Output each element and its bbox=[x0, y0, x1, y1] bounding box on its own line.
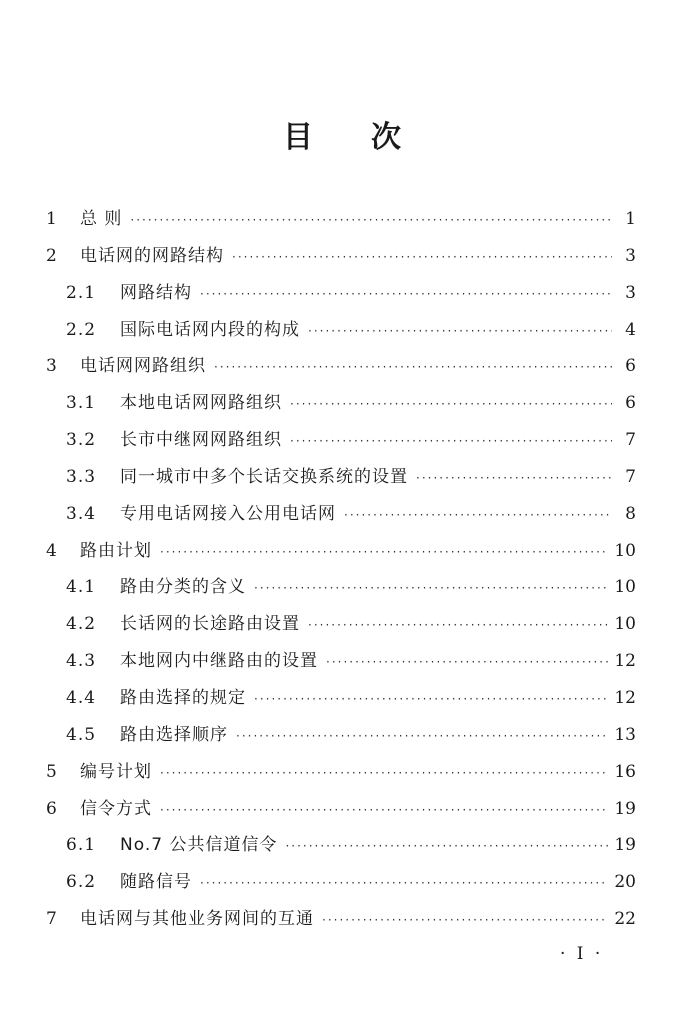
toc-entry[interactable] bbox=[46, 278, 636, 315]
toc-entry[interactable] bbox=[46, 204, 636, 241]
dot-leader bbox=[326, 655, 608, 669]
toc-entry[interactable] bbox=[46, 609, 636, 646]
dot-leader bbox=[236, 729, 608, 743]
toc-entry-number: 4.1 bbox=[66, 577, 97, 598]
toc-entry-page: 12 bbox=[614, 687, 636, 708]
toc-entry-page: 19 bbox=[614, 835, 636, 856]
toc-entry-title: 长市中继网网路组织 bbox=[120, 430, 282, 451]
dot-leader bbox=[322, 913, 608, 927]
toc-entry-title: 路由选择顺序 bbox=[120, 724, 228, 745]
toc-entry-title: 编号计划 bbox=[80, 761, 152, 782]
toc-entry-page: 10 bbox=[614, 614, 636, 635]
toc-entry[interactable] bbox=[46, 867, 636, 904]
toc-entry-title: 本地网内中继路由的设置 bbox=[120, 651, 318, 672]
dot-leader bbox=[160, 803, 608, 817]
toc-entry-number: 1 bbox=[46, 209, 57, 229]
toc-entry[interactable] bbox=[46, 315, 636, 352]
toc-entry[interactable] bbox=[46, 572, 636, 609]
toc-entry[interactable] bbox=[46, 241, 636, 278]
table-of-contents bbox=[46, 204, 636, 941]
dot-leader bbox=[344, 508, 612, 522]
toc-entry-page: 13 bbox=[614, 724, 636, 745]
dot-leader bbox=[200, 876, 608, 890]
toc-entry-number: 4.4 bbox=[66, 687, 97, 708]
toc-entry[interactable] bbox=[46, 351, 636, 388]
toc-entry-page: 3 bbox=[625, 245, 636, 266]
toc-entry[interactable] bbox=[46, 425, 636, 462]
toc-entry-title: 信令方式 bbox=[80, 798, 152, 819]
toc-entry-number: 4.2 bbox=[66, 614, 97, 635]
toc-entry[interactable] bbox=[46, 646, 636, 683]
toc-entry-title: 专用电话网接入公用电话网 bbox=[120, 503, 336, 524]
toc-entry-page: 3 bbox=[625, 282, 636, 303]
toc-entry[interactable] bbox=[46, 388, 636, 425]
toc-entry-title: 路由计划 bbox=[80, 540, 152, 561]
dot-leader bbox=[200, 287, 612, 301]
toc-entry[interactable] bbox=[46, 830, 636, 867]
toc-entry-page: 19 bbox=[614, 798, 636, 819]
toc-entry-number: 6.1 bbox=[66, 835, 97, 856]
toc-entry-number: 3 bbox=[46, 356, 57, 377]
toc-entry-page: 1 bbox=[625, 209, 636, 229]
dot-leader bbox=[254, 581, 608, 595]
toc-entry-number: 3.1 bbox=[66, 393, 97, 414]
toc-entry[interactable] bbox=[46, 720, 636, 757]
toc-entry-title: 电话网与其他业务网间的互通 bbox=[80, 909, 314, 930]
toc-entry-title: 电话网的网路结构 bbox=[80, 245, 224, 266]
toc-entry-number: 2.2 bbox=[66, 319, 97, 340]
toc-entry-page: 8 bbox=[625, 503, 636, 524]
toc-entry[interactable] bbox=[46, 536, 636, 573]
toc-entry[interactable] bbox=[46, 757, 636, 794]
dot-leader bbox=[285, 839, 608, 853]
page-title bbox=[0, 112, 684, 156]
toc-entry-title: 同一城市中多个长话交换系统的设置 bbox=[120, 466, 408, 487]
toc-entry-number: 3.3 bbox=[66, 466, 97, 487]
dot-leader bbox=[214, 360, 612, 374]
toc-entry-page: 7 bbox=[625, 466, 636, 487]
toc-entry-page: 20 bbox=[614, 872, 636, 893]
toc-entry-page: 10 bbox=[614, 540, 636, 561]
toc-entry-title: 网路结构 bbox=[120, 282, 192, 303]
toc-entry-page: 6 bbox=[625, 356, 636, 377]
dot-leader bbox=[232, 250, 612, 264]
toc-entry-page: 12 bbox=[614, 651, 636, 672]
toc-entry-title: 国际电话网内段的构成 bbox=[120, 319, 300, 340]
title-char-1: 目 bbox=[283, 120, 313, 155]
toc-entry-number: 4 bbox=[46, 540, 57, 561]
dot-leader bbox=[160, 545, 608, 559]
toc-entry-page: 4 bbox=[625, 319, 636, 340]
toc-entry-title: No.7 公共信道信令 bbox=[120, 835, 278, 856]
dot-leader bbox=[290, 434, 612, 448]
toc-entry[interactable] bbox=[46, 462, 636, 499]
toc-entry-title: 随路信号 bbox=[120, 872, 192, 893]
toc-entry-number: 7 bbox=[46, 909, 57, 930]
dot-leader bbox=[130, 213, 612, 227]
toc-entry[interactable] bbox=[46, 794, 636, 831]
toc-entry-number: 3.2 bbox=[66, 430, 97, 451]
title-char-2: 次 bbox=[371, 120, 401, 155]
toc-entry-title: 本地电话网网路组织 bbox=[120, 393, 282, 414]
toc-entry-page: 22 bbox=[614, 909, 636, 930]
toc-entry-number: 4.5 bbox=[66, 724, 97, 745]
dot-leader bbox=[308, 618, 608, 632]
toc-entry-number: 2.1 bbox=[66, 282, 97, 303]
dot-leader bbox=[254, 692, 608, 706]
toc-entry-title: 电话网网路组织 bbox=[80, 356, 206, 377]
toc-entry-title: 路由分类的含义 bbox=[120, 577, 246, 598]
toc-entry-page: 16 bbox=[614, 761, 636, 782]
dot-leader bbox=[290, 397, 612, 411]
toc-entry-page: 10 bbox=[614, 577, 636, 598]
toc-entry-title: 路由选择的规定 bbox=[120, 687, 246, 708]
toc-entry-number: 6 bbox=[46, 798, 57, 819]
dot-leader bbox=[308, 324, 612, 338]
toc-entry[interactable] bbox=[46, 499, 636, 536]
page-number-footer: · I · bbox=[560, 944, 604, 964]
toc-entry[interactable] bbox=[46, 683, 636, 720]
toc-entry[interactable] bbox=[46, 904, 636, 941]
dot-leader bbox=[416, 471, 612, 485]
toc-entry-title: 长话网的长途路由设置 bbox=[120, 614, 300, 635]
toc-entry-page: 6 bbox=[625, 393, 636, 414]
toc-entry-title: 总 则 bbox=[80, 209, 123, 229]
toc-entry-number: 4.3 bbox=[66, 651, 97, 672]
toc-entry-number: 5 bbox=[46, 761, 57, 782]
toc-entry-page: 7 bbox=[625, 430, 636, 451]
dot-leader bbox=[160, 766, 608, 780]
toc-entry-number: 3.4 bbox=[66, 503, 97, 524]
toc-entry-number: 2 bbox=[46, 245, 57, 266]
toc-entry-number: 6.2 bbox=[66, 872, 97, 893]
